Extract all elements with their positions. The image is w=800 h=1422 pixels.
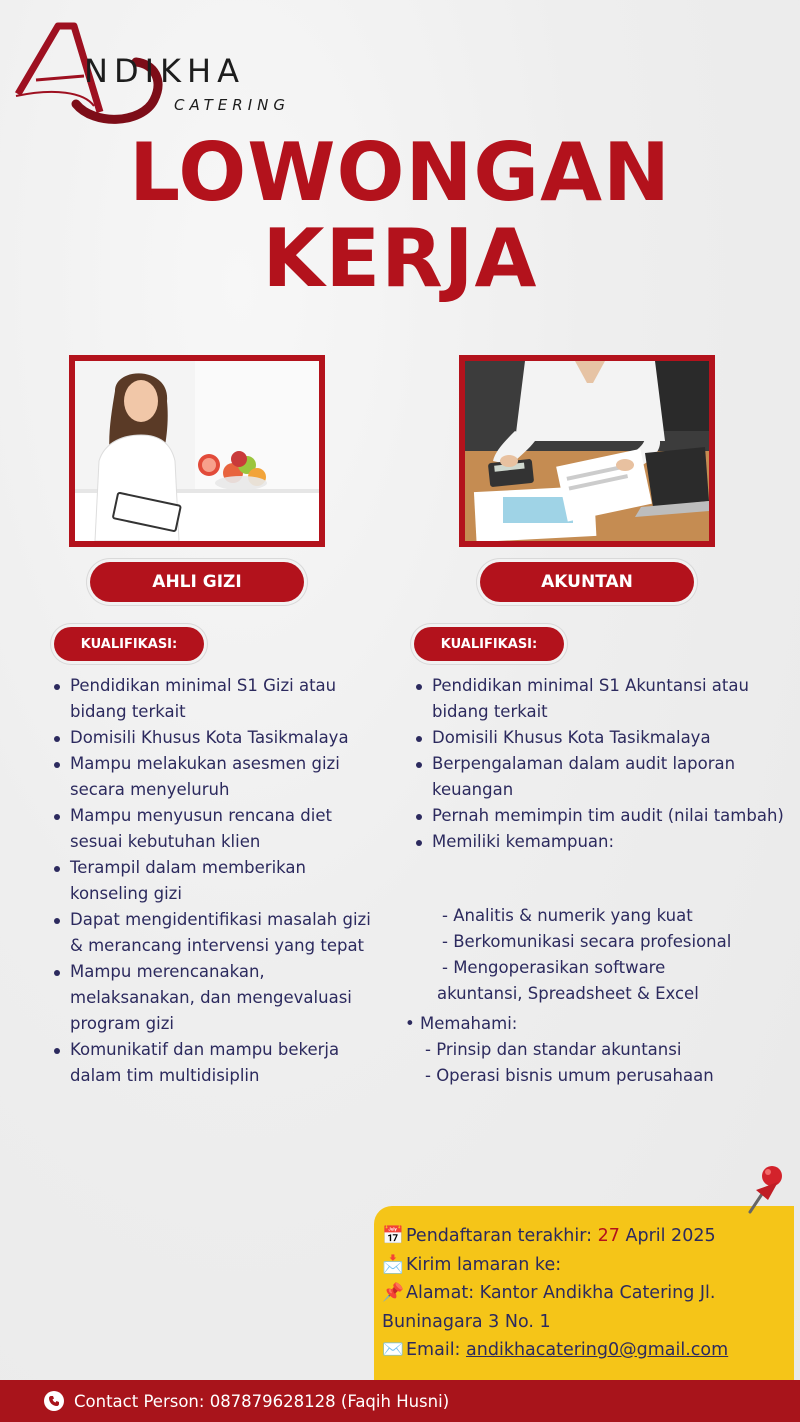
contact-footer	[0, 1380, 800, 1422]
title-line-1: LOWONGAN	[129, 126, 671, 219]
qualification-label-right: KUALIFIKASI:	[414, 627, 564, 661]
deadline-month-year: April 2025	[625, 1226, 716, 1246]
list-item: Pendidikan minimal S1 Gizi atau bidang terkait	[52, 673, 382, 725]
role-title-ahli-gizi: AHLI GIZI	[90, 562, 304, 602]
send-line	[382, 1251, 792, 1280]
phone-icon	[44, 1391, 64, 1411]
skill-item: akuntansi, Spreadsheet & Excel	[437, 984, 699, 1003]
list-item: Dapat mengidentifikasi masalah gizi & merancang intervensi yang tepat	[52, 907, 382, 959]
list-item: Pendidikan minimal S1 Akuntansi atau bidang terkait	[414, 673, 784, 725]
list-item: Domisili Khusus Kota Tasikmalaya	[52, 725, 382, 751]
pushpin-icon	[738, 1160, 788, 1220]
ahli-gizi-qualifications	[52, 673, 382, 1089]
deadline-line	[382, 1222, 792, 1251]
page-title	[0, 126, 800, 305]
list-item: Mampu melakukan asesmen gizi secara menyeluruh	[52, 751, 382, 803]
skill-item: - Analitis & numerik yang kuat	[442, 906, 693, 925]
list-item: Memiliki kemampuan:	[414, 829, 784, 855]
deadline-label: Pendaftaran terakhir:	[406, 1226, 593, 1246]
deadline-day: 27	[597, 1226, 620, 1246]
address-line	[382, 1279, 792, 1308]
list-item: Terampil dalam memberikan konseling gizi	[52, 855, 382, 907]
understand-item: - Prinsip dan standar akuntansi	[425, 1040, 682, 1059]
list-item: Komunikatif dan mampu bekerja dalam tim multidisiplin	[52, 1037, 382, 1089]
list-item: Mampu merencanakan, melaksanakan, dan mengevaluasi program gizi	[52, 959, 382, 1037]
brand-sub: CATERING	[174, 96, 290, 114]
understand-item: - Operasi bisnis umum perusahaan	[425, 1066, 714, 1085]
title-line-2: KERJA	[262, 212, 538, 305]
nutritionist-photo	[69, 355, 325, 547]
calendar-icon: 📅	[382, 1226, 404, 1246]
list-item: Domisili Khusus Kota Tasikmalaya	[414, 725, 784, 751]
akuntan-qualifications	[414, 673, 784, 855]
application-info	[382, 1222, 792, 1365]
brand-name: NDIKHA	[84, 52, 245, 90]
address-line-2: Buninagara 3 No. 1	[382, 1311, 551, 1332]
email-line	[382, 1336, 792, 1365]
pushpin-small-icon: 📌	[382, 1283, 404, 1303]
brand-logo	[14, 18, 314, 128]
email-link[interactable]: andikhacatering0@gmail.com	[466, 1340, 729, 1360]
contact-person[interactable]: Contact Person: 087879628128 (Faqih Husni)	[74, 1391, 450, 1411]
accountant-photo	[459, 355, 715, 547]
qualification-label-left: KUALIFIKASI:	[54, 627, 204, 661]
email-label: Email:	[406, 1340, 461, 1360]
address-line-1: Alamat: Kantor Andikha Catering Jl.	[406, 1283, 716, 1303]
list-item: Pernah memimpin tim audit (nilai tambah)	[414, 803, 784, 829]
role-title-akuntan: AKUNTAN	[480, 562, 694, 602]
list-item: Mampu menyusun rencana diet sesuai kebutuhan klien	[52, 803, 382, 855]
envelope-arrow-icon: 📩	[382, 1254, 404, 1275]
list-item: Berpengalaman dalam audit laporan keuangan	[414, 751, 784, 803]
send-label: Kirim lamaran ke:	[406, 1254, 562, 1275]
understand-label: • Memahami:	[405, 1014, 518, 1033]
skill-item: - Berkomunikasi secara profesional	[442, 932, 732, 951]
envelope-icon: ✉️	[382, 1340, 404, 1360]
skill-item: - Mengoperasikan software	[442, 958, 666, 977]
